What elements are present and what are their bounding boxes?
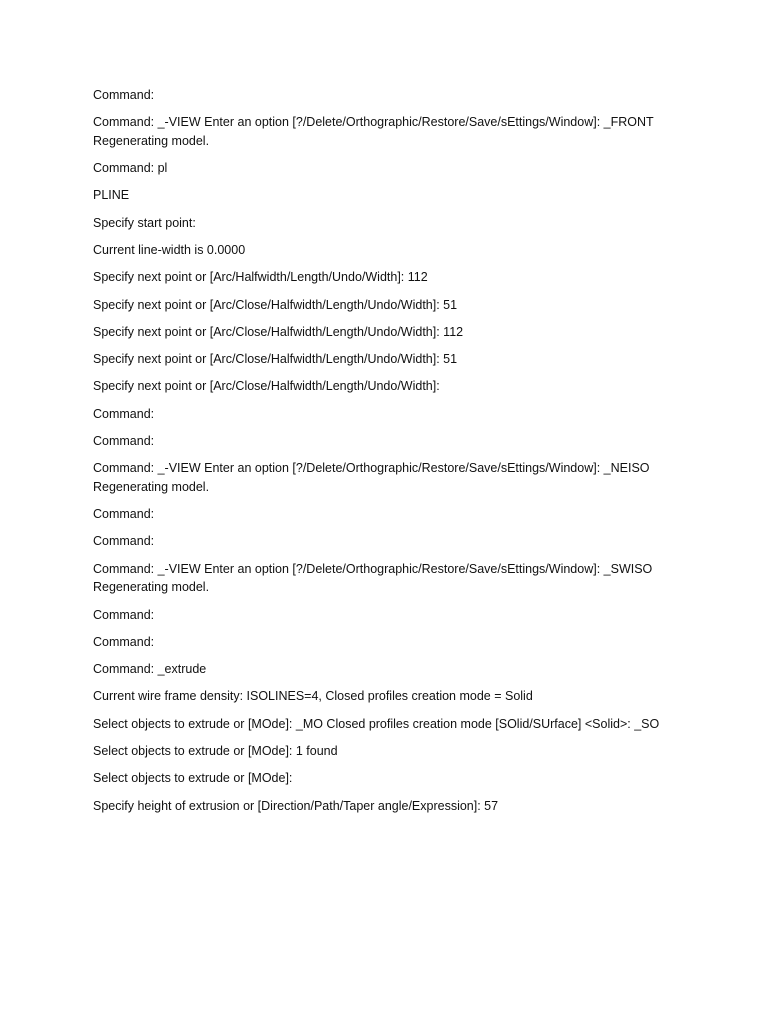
- log-line: Command:: [93, 607, 155, 622]
- log-line: Specify next point or [Arc/Halfwidth/Length/Undo/Width]: 112: [93, 270, 428, 285]
- command-log: [93, 86, 693, 824]
- log-line: Select objects to extrude or [MOde]:: [93, 771, 293, 786]
- log-line: Specify next point or [Arc/Close/Halfwidth/Length/Undo/Width]:: [93, 379, 440, 394]
- log-line: Command:: [93, 507, 155, 522]
- log-line: Command:: [93, 534, 155, 549]
- log-line: Select objects to extrude or [MOde]: _MO Closed profiles creation mode [SOlid/SUrface] <Solid>: _SO: [93, 716, 660, 731]
- log-line: Command: _-VIEW Enter an option [?/Delete/Orthographic/Restore/Save/sEttings/Window]: _NEISO Regenerating model.: [93, 461, 650, 494]
- log-line: Command: _extrude: [93, 662, 207, 677]
- log-line: Current wire frame density: ISOLINES=4, Closed profiles creation mode = Solid: [93, 689, 533, 704]
- log-line: Command: _-VIEW Enter an option [?/Delete/Orthographic/Restore/Save/sEttings/Window]: _FRONT Regenerating model.: [93, 115, 654, 148]
- log-line: Select objects to extrude or [MOde]: 1 found: [93, 744, 338, 759]
- log-line: Command:: [93, 434, 155, 449]
- log-line: Command:: [93, 634, 155, 649]
- log-line: Command: pl: [93, 161, 168, 176]
- log-line: Specify height of extrusion or [Direction/Path/Taper angle/Expression]: 57: [93, 798, 499, 813]
- log-line: Specify next point or [Arc/Close/Halfwidth/Length/Undo/Width]: 112: [93, 324, 464, 339]
- log-line: Specify start point:: [93, 215, 196, 230]
- log-line: Command:: [93, 88, 155, 102]
- log-line: Command: _-VIEW Enter an option [?/Delete/Orthographic/Restore/Save/sEttings/Window]: _SWISO Regenerating model.: [93, 561, 653, 595]
- log-line: Specify next point or [Arc/Close/Halfwidth/Length/Undo/Width]: 51: [93, 297, 458, 312]
- log-line: Current line-width is 0.0000: [93, 242, 246, 257]
- log-line: Specify next point or [Arc/Close/Halfwidth/Length/Undo/Width]: 51: [93, 352, 458, 367]
- log-line: Command:: [93, 406, 155, 421]
- log-line: PLINE: [93, 188, 130, 203]
